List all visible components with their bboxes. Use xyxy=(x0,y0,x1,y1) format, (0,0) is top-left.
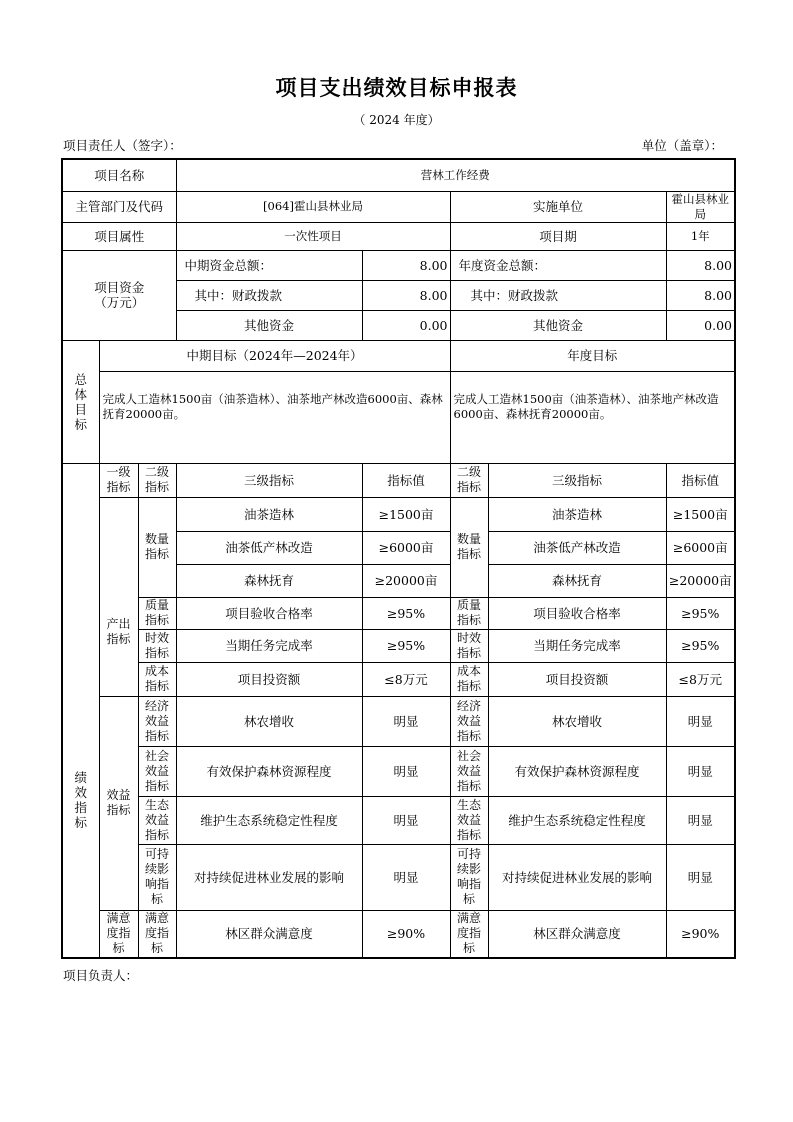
row-goal-text xyxy=(62,371,735,463)
project-leader: 项目负责人： xyxy=(63,968,139,983)
mid-other-label: 其他资金 xyxy=(176,310,362,340)
benefit-indicator-label: 效益 指标 xyxy=(99,696,138,910)
indicator-value-year: ≥95% xyxy=(666,629,735,662)
output-indicator-label: 产出 指标 xyxy=(99,497,138,696)
level3-label-year: 项目验收合格率 xyxy=(488,597,666,629)
dept-label: 主管部门及代码 xyxy=(62,191,176,222)
indicator-value-year: ≥95% xyxy=(666,597,735,629)
indicator-value-year: 明显 xyxy=(666,696,735,746)
indicator-value-year: ≥90% xyxy=(666,910,735,958)
level2-label: 可持 续影 响指 标 xyxy=(138,844,176,910)
level3-label-year: 项目投资额 xyxy=(488,662,666,696)
year-total-label: 年度资金总额： xyxy=(450,250,666,280)
year-goal-text: 完成人工造林1500亩（油茶造林）、油茶地产林改造6000亩、森林抚育20000亩。 xyxy=(450,371,735,463)
mid-fiscal-label: 其中：财政拨款 xyxy=(176,280,362,310)
mid-goal-text: 完成人工造林1500亩（油茶造林）、油茶地产林改造6000亩、森林抚育20000亩。 xyxy=(99,371,450,463)
row-project-name xyxy=(62,159,735,191)
project-name-value: 营林工作经费 xyxy=(176,159,735,191)
year-total-value: 8.00 xyxy=(666,250,735,280)
indicator-value: ≥90% xyxy=(362,910,450,958)
mid-goal-header: 中期目标（2024年—2024年） xyxy=(99,340,450,371)
attr-value: 一次性项目 xyxy=(176,222,450,250)
indicator-value: ≥6000亩 xyxy=(362,531,450,564)
indicator-value-year: ≥6000亩 xyxy=(666,531,735,564)
level3-label-year: 森林抚育 xyxy=(488,564,666,597)
header-level1: 一级 指标 xyxy=(99,463,138,497)
header-level2: 二级 指标 xyxy=(138,463,176,497)
indicator-value: ≥20000亩 xyxy=(362,564,450,597)
performance-indicator-label: 绩 效 指 标 xyxy=(62,463,99,958)
page-title: 项目支出绩效目标申报表 xyxy=(275,76,518,100)
indicator-value: 明显 xyxy=(362,746,450,796)
responsible-person-signature: 项目责任人（签字）： xyxy=(63,138,182,153)
indicator-value-year: 明显 xyxy=(666,796,735,844)
indicator-row xyxy=(62,910,735,958)
level3-label-year: 林农增收 xyxy=(488,696,666,746)
indicator-value-year: ≤8万元 xyxy=(666,662,735,696)
mid-total-label: 中期资金总额： xyxy=(176,250,362,280)
level2-label: 生态 效益 指标 xyxy=(138,796,176,844)
level2-label: 时效 指标 xyxy=(138,629,176,662)
mid-other-value: 0.00 xyxy=(362,310,450,340)
level2-label-year: 可持 续影 响指 标 xyxy=(450,844,488,910)
year-fiscal-label: 其中：财政拨款 xyxy=(450,280,666,310)
level2-label: 数量 指标 xyxy=(138,497,176,597)
level2-label-year: 经济 效益 指标 xyxy=(450,696,488,746)
year-other-value: 0.00 xyxy=(666,310,735,340)
satisfaction-indicator-label: 满意 度指 标 xyxy=(99,910,138,958)
header-value: 指标值 xyxy=(362,463,450,497)
indicator-row xyxy=(62,629,735,662)
level3-label-year: 对持续促进林业发展的影响 xyxy=(488,844,666,910)
dept-value: [064]霍山县林业局 xyxy=(176,191,450,222)
level2-label-year: 时效 指标 xyxy=(450,629,488,662)
level3-label: 油茶低产林改造 xyxy=(176,531,362,564)
level3-label-year: 当期任务完成率 xyxy=(488,629,666,662)
level3-label-year: 有效保护森林资源程度 xyxy=(488,746,666,796)
level2-label: 质量 指标 xyxy=(138,597,176,629)
header-level3: 三级指标 xyxy=(176,463,362,497)
funds-label-line2: （万元） xyxy=(94,295,145,310)
year-other-label: 其他资金 xyxy=(450,310,666,340)
indicator-row xyxy=(62,497,735,531)
level3-label-year: 油茶造林 xyxy=(488,497,666,531)
level3-label-year: 维护生态系统稳定性程度 xyxy=(488,796,666,844)
level3-label: 当期任务完成率 xyxy=(176,629,362,662)
row-goal-header xyxy=(62,340,735,371)
indicator-row xyxy=(62,746,735,796)
indicator-value: ≥95% xyxy=(362,629,450,662)
period-label: 项目期 xyxy=(450,222,666,250)
indicator-value-year: ≥1500亩 xyxy=(666,497,735,531)
indicator-value: 明显 xyxy=(362,844,450,910)
unit-seal: 单位（盖章）： xyxy=(641,138,723,153)
level3-label: 对持续促进林业发展的影响 xyxy=(176,844,362,910)
impl-unit-label: 实施单位 xyxy=(450,191,666,222)
row-funds-total xyxy=(62,250,735,280)
year-goal-header: 年度目标 xyxy=(450,340,735,371)
funds-label xyxy=(62,250,176,340)
row-attr xyxy=(62,222,735,250)
level2-label: 社会 效益 指标 xyxy=(138,746,176,796)
level3-label: 林农增收 xyxy=(176,696,362,746)
impl-unit-value: 霍山县林业局 xyxy=(666,191,735,222)
level2-label-year: 数量 指标 xyxy=(450,497,488,597)
level2-label-year: 生态 效益 指标 xyxy=(450,796,488,844)
indicator-value-year: 明显 xyxy=(666,746,735,796)
row-indicator-header xyxy=(62,463,735,497)
overall-goal-label: 总 体 目 标 xyxy=(62,340,99,463)
row-dept xyxy=(62,191,735,222)
indicator-row xyxy=(62,696,735,746)
level3-label: 林区群众满意度 xyxy=(176,910,362,958)
indicator-row xyxy=(62,662,735,696)
indicator-value: ≥95% xyxy=(362,597,450,629)
mid-fiscal-value: 8.00 xyxy=(362,280,450,310)
indicator-value: ≤8万元 xyxy=(362,662,450,696)
indicator-value: 明显 xyxy=(362,696,450,746)
header-level3-year: 三级指标 xyxy=(488,463,666,497)
level3-label: 项目投资额 xyxy=(176,662,362,696)
level3-label: 项目验收合格率 xyxy=(176,597,362,629)
indicator-value-year: 明显 xyxy=(666,844,735,910)
level2-label: 成本 指标 xyxy=(138,662,176,696)
indicator-value: 明显 xyxy=(362,796,450,844)
fiscal-year: （ 2024 年度） xyxy=(353,113,440,127)
level2-label-year: 成本 指标 xyxy=(450,662,488,696)
level3-label-year: 油茶低产林改造 xyxy=(488,531,666,564)
header-level2-year: 二级 指标 xyxy=(450,463,488,497)
mid-total-value: 8.00 xyxy=(362,250,450,280)
header-value-year: 指标值 xyxy=(666,463,735,497)
period-value: 1年 xyxy=(666,222,735,250)
indicator-row xyxy=(62,796,735,844)
indicator-value-year: ≥20000亩 xyxy=(666,564,735,597)
indicator-row xyxy=(62,844,735,910)
year-fiscal-value: 8.00 xyxy=(666,280,735,310)
level3-label-year: 林区群众满意度 xyxy=(488,910,666,958)
indicator-row xyxy=(62,597,735,629)
level3-label: 有效保护森林资源程度 xyxy=(176,746,362,796)
attr-label: 项目属性 xyxy=(62,222,176,250)
level2-label: 满意 度指 标 xyxy=(138,910,176,958)
level2-label-year: 质量 指标 xyxy=(450,597,488,629)
level3-label: 油茶造林 xyxy=(176,497,362,531)
level3-label: 维护生态系统稳定性程度 xyxy=(176,796,362,844)
project-name-label: 项目名称 xyxy=(62,159,176,191)
level2-label: 经济 效益 指标 xyxy=(138,696,176,746)
performance-goal-table xyxy=(61,158,736,959)
level3-label: 森林抚育 xyxy=(176,564,362,597)
level2-label-year: 满意 度指 标 xyxy=(450,910,488,958)
level2-label-year: 社会 效益 指标 xyxy=(450,746,488,796)
funds-label-line1: 项目资金 xyxy=(94,280,145,295)
indicator-value: ≥1500亩 xyxy=(362,497,450,531)
